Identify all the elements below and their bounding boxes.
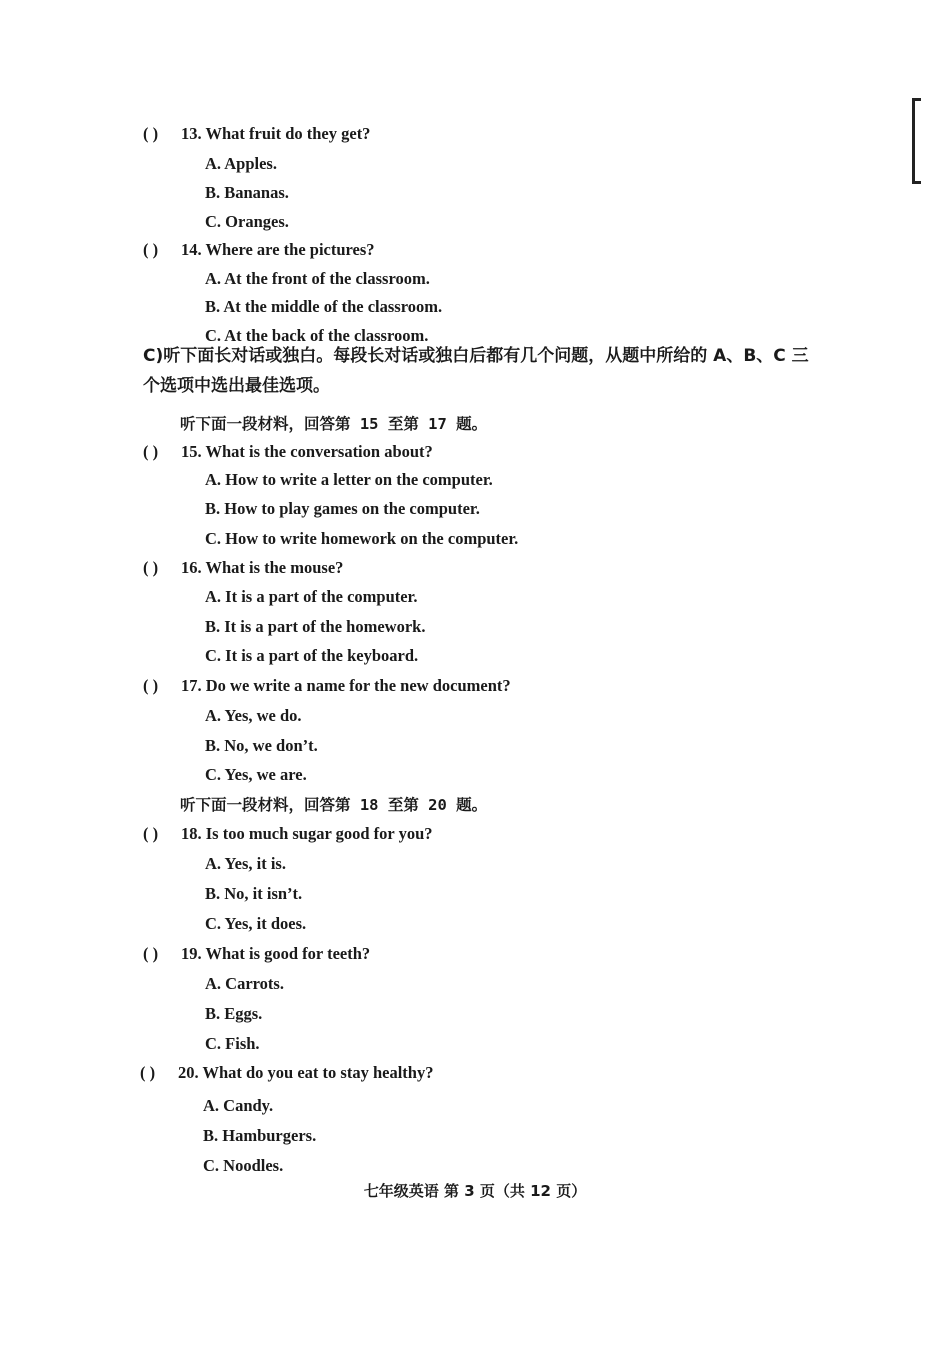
option-15-c: C. How to write homework on the computer. — [205, 529, 519, 548]
option-20-b: B. Hamburgers. — [203, 1126, 317, 1145]
question-text: 19. What is good for teeth? — [181, 944, 371, 963]
question-text: 18. Is too much sugar good for you? — [181, 824, 433, 843]
question-text: 13. What fruit do they get? — [181, 124, 371, 143]
option-16-c: C. It is a part of the keyboard. — [205, 646, 419, 665]
question-14 — [143, 240, 375, 260]
answer-blank[interactable]: ( ) — [143, 558, 159, 577]
edge-bracket-mark — [912, 98, 921, 184]
question-text: 15. What is the conversation about? — [181, 442, 433, 461]
question-16 — [143, 558, 343, 578]
question-text: 20. What do you eat to stay healthy? — [178, 1063, 434, 1082]
answer-blank[interactable]: ( ) — [143, 944, 159, 963]
option-18-b: B. No, it isn’t. — [205, 884, 303, 903]
answer-blank[interactable]: ( ) — [143, 124, 159, 143]
question-19 — [143, 944, 370, 964]
answer-blank[interactable]: ( ) — [143, 240, 159, 259]
option-18-a: A. Yes, it is. — [205, 854, 286, 873]
question-15 — [143, 442, 433, 462]
section-c-instruction — [143, 341, 863, 401]
option-14-b: B. At the middle of the classroom. — [205, 297, 443, 316]
option-13-a: A. Apples. — [205, 154, 277, 173]
option-17-a: A. Yes, we do. — [205, 706, 302, 725]
question-text: 17. Do we write a name for the new document? — [181, 676, 511, 695]
option-19-b: B. Eggs. — [205, 1004, 263, 1023]
question-20 — [140, 1063, 433, 1083]
option-16-a: A. It is a part of the computer. — [205, 587, 418, 606]
material-instruction-1: 听下面一段材料，回答第 15 至第 17 题。 — [180, 415, 488, 433]
question-17 — [143, 676, 511, 696]
question-text: 14. Where are the pictures? — [181, 240, 375, 259]
question-13 — [143, 124, 370, 144]
question-text: 16. What is the mouse? — [181, 558, 344, 577]
option-13-c: C. Oranges. — [205, 212, 289, 231]
option-19-a: A. Carrots. — [205, 974, 284, 993]
option-20-c: C. Noodles. — [203, 1156, 284, 1175]
answer-blank[interactable]: ( ) — [143, 442, 159, 461]
option-19-c: C. Fish. — [205, 1034, 260, 1053]
option-13-b: B. Bananas. — [205, 183, 289, 202]
option-20-a: A. Candy. — [203, 1096, 274, 1115]
option-15-a: A. How to write a letter on the computer. — [205, 470, 493, 489]
section-c-line1: C)听下面长对话或独白。每段长对话或独白后都有几个问题，从题中所给的 A、B、C 三 — [143, 346, 809, 366]
page-footer: 七年级英语 第 3 页（共 12 页） — [363, 1182, 587, 1200]
answer-blank[interactable]: ( ) — [140, 1063, 156, 1082]
answer-blank[interactable]: ( ) — [143, 676, 159, 695]
material-instruction-2: 听下面一段材料，回答第 18 至第 20 题。 — [180, 796, 488, 814]
bleed-through-text — [560, 110, 860, 1190]
answer-blank[interactable]: ( ) — [143, 824, 159, 843]
option-15-b: B. How to play games on the computer. — [205, 499, 480, 518]
option-14-c: C. At the back of the classroom. — [205, 326, 429, 345]
option-14-a: A. At the front of the classroom. — [205, 269, 430, 288]
option-17-b: B. No, we don’t. — [205, 736, 318, 755]
option-18-c: C. Yes, it does. — [205, 914, 307, 933]
section-c-line2: 个选项中选出最佳选项。 — [143, 376, 330, 396]
option-17-c: C. Yes, we are. — [205, 765, 307, 784]
question-18 — [143, 824, 433, 844]
option-16-b: B. It is a part of the homework. — [205, 617, 426, 636]
